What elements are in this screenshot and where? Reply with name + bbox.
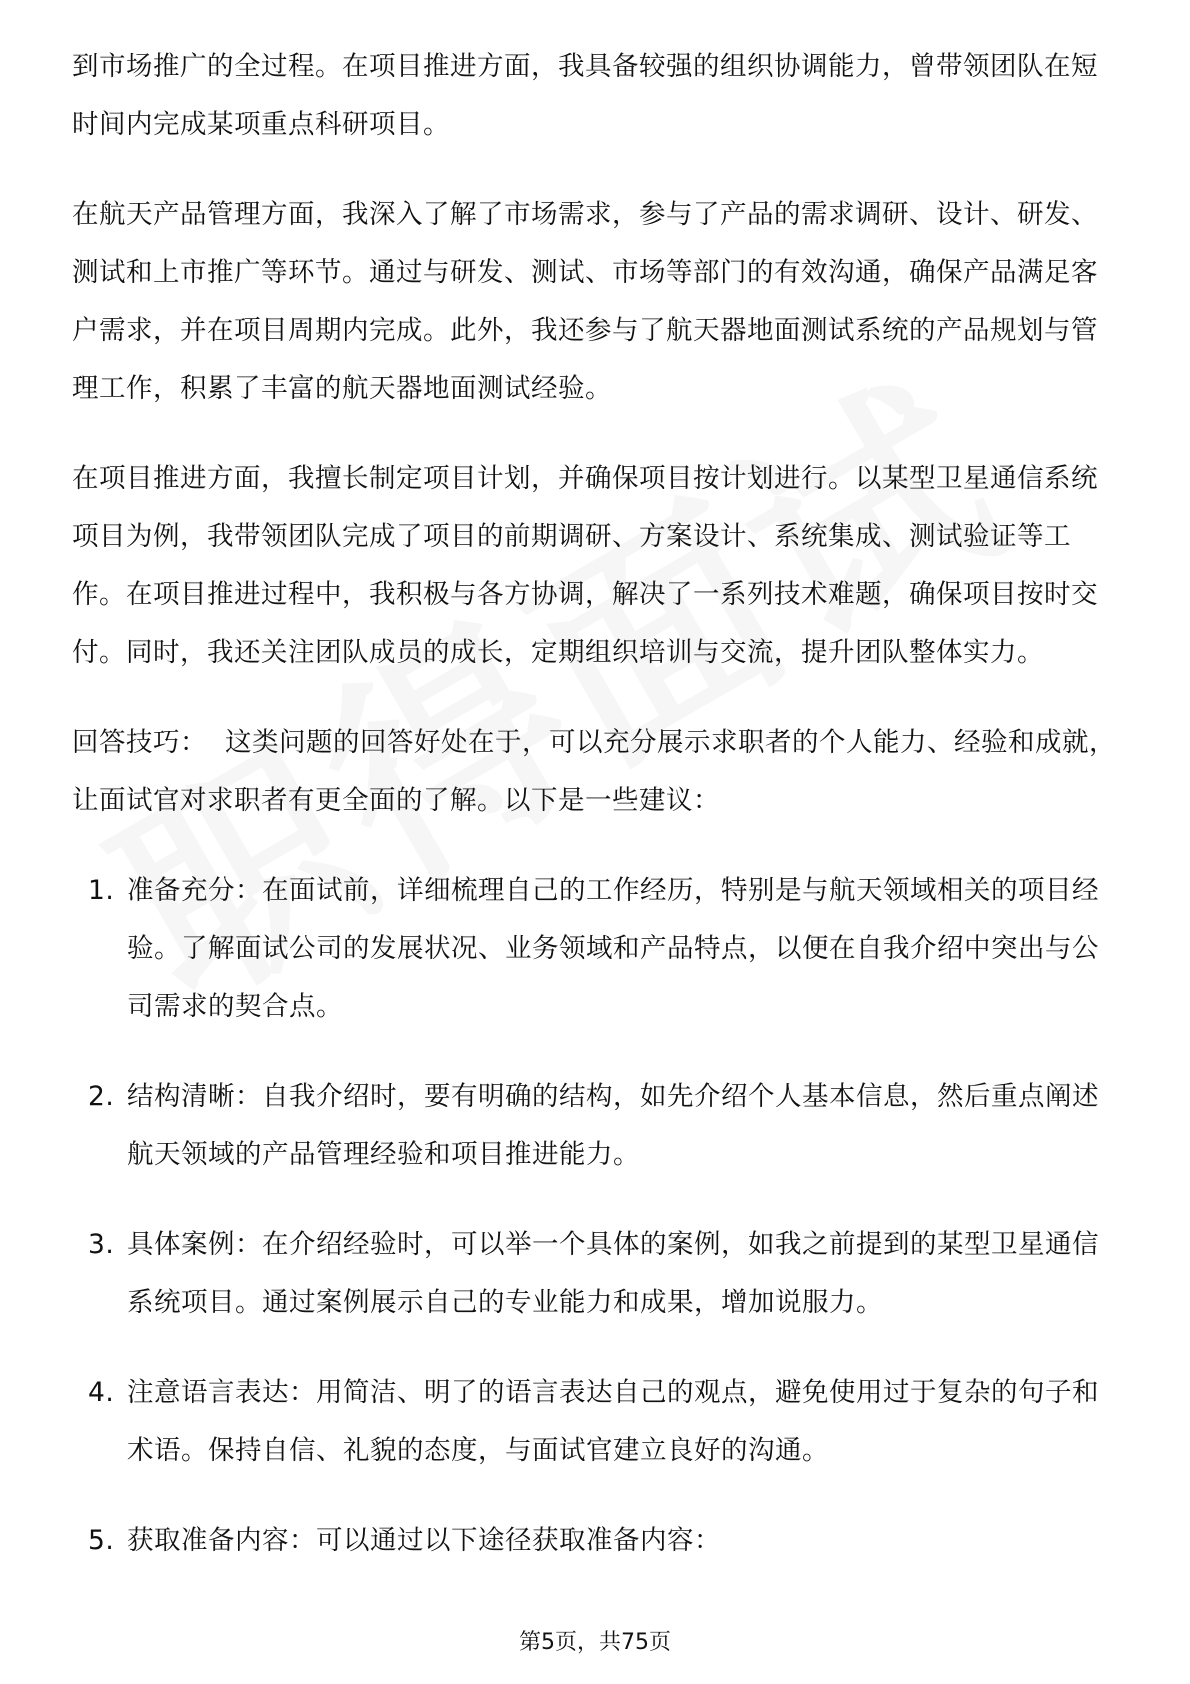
document-body [72,38,1120,1602]
list-item-number: 4. [88,1377,115,1408]
list-item-number: 2. [88,1081,115,1112]
list-item [72,1216,1120,1332]
tips-text: 这类问题的回答好处在于，可以充分展示求职者的个人能力、经验和成就，让面试官对求职者有更全面的了解。以下是一些建议： [72,727,1116,816]
list-item-text: 具体案例：在介绍经验时，可以举一个具体的案例，如我之前提到的某型卫星通信系统项目。通过案例展示自己的专业能力和成果，增加说服力。 [127,1229,1099,1318]
list-item [72,1512,1120,1570]
paragraph-2: 在航天产品管理方面，我深入了解了市场需求，参与了产品的需求调研、设计、研发、测试和上市推广等环节。通过与研发、测试、市场等部门的有效沟通，确保产品满足客户需求，并在项目周期内完成。此外，我还参与了航天器地面测试系统的产品规划与管理工作，积累了丰富的航天器地面测试经验。 [72,199,1098,404]
list-item-number: 1. [88,875,115,906]
list-item-text: 准备充分：在面试前，详细梳理自己的工作经历，特别是与航天领域相关的项目经验。了解面试公司的发展状况、业务领域和产品特点，以便在自我介绍中突出与公司需求的契合点。 [127,875,1099,1022]
list-item [72,1068,1120,1184]
suggestion-list [72,862,1120,1570]
list-item [72,862,1120,1036]
list-item [72,1364,1120,1480]
list-item-text: 结构清晰：自我介绍时，要有明确的结构，如先介绍个人基本信息，然后重点阐述航天领域的产品管理经验和项目推进能力。 [127,1081,1099,1170]
tips-label: 回答技巧： [72,727,207,758]
list-item-text: 注意语言表达：用简洁、明了的语言表达自己的观点，避免使用过于复杂的句子和术语。保持自信、礼貌的态度，与面试官建立良好的沟通。 [127,1377,1099,1466]
paragraph-1: 到市场推广的全过程。在项目推进方面，我具备较强的组织协调能力，曾带领团队在短时间内完成某项重点科研项目。 [72,51,1098,140]
paragraph-3: 在项目推进方面，我擅长制定项目计划，并确保项目按计划进行。以某型卫星通信系统项目为例，我带领团队完成了项目的前期调研、方案设计、系统集成、测试验证等工作。在项目推进过程中，我积极与各方协调，解决了一系列技术难题，确保项目按时交付。同时，我还关注团队成员的成长，定期组织培训与交流，提升团队整体实力。 [72,463,1098,668]
list-item-number: 3. [88,1229,115,1260]
tips-paragraph [72,714,1120,830]
page-number-footer: 第5页，共75页 [519,1630,671,1655]
list-item-number: 5. [88,1525,115,1556]
list-item-text: 获取准备内容：可以通过以下途径获取准备内容： [127,1525,721,1556]
